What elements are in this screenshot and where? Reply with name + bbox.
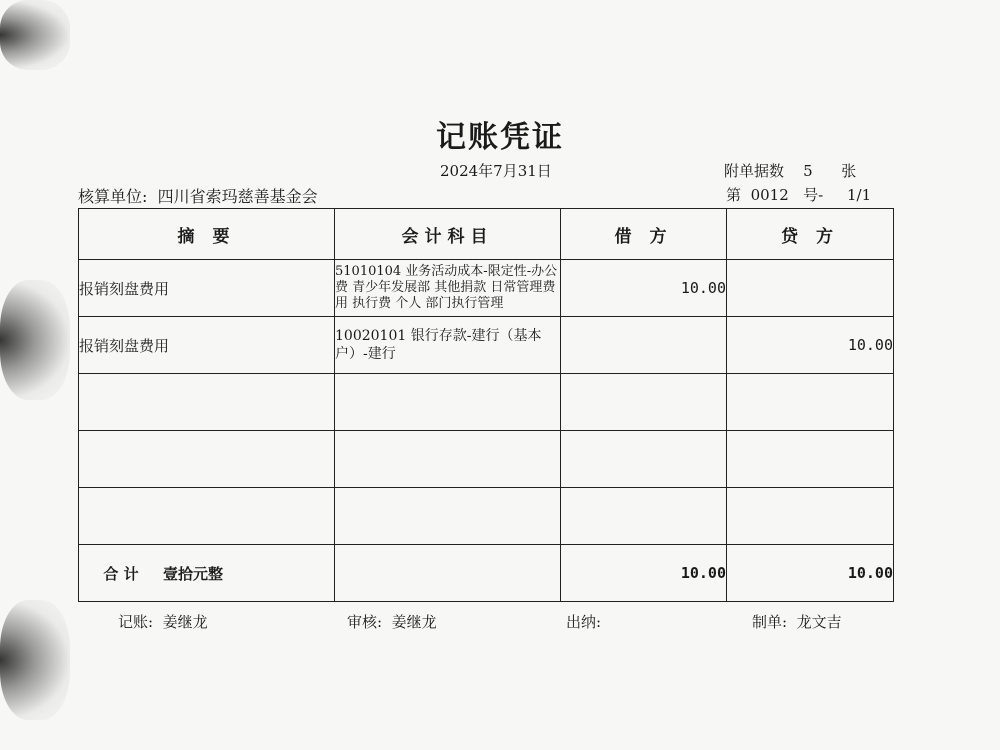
row-account bbox=[335, 488, 561, 545]
row-debit bbox=[561, 488, 727, 545]
bookkeeper-signature bbox=[118, 611, 208, 632]
auditor-label: 审核: bbox=[347, 613, 383, 631]
total-summary-cell bbox=[79, 545, 335, 602]
attachments-unit: 张 bbox=[841, 162, 857, 180]
row-account: 10020101 银行存款-建行（基本户）-建行 bbox=[335, 317, 561, 374]
scan-shadow-bottom bbox=[0, 600, 70, 720]
row-credit bbox=[727, 431, 894, 488]
total-account-cell bbox=[335, 545, 561, 602]
table-row bbox=[79, 260, 894, 317]
row-credit bbox=[727, 374, 894, 431]
cashier-signature bbox=[566, 611, 611, 632]
row-account: 51010104 业务活动成本-限定性-办公费 青少年发展部 其他捐款 日常管理费用 执行费 个人 部门执行管理 bbox=[335, 260, 561, 317]
row-debit: 10.00 bbox=[561, 260, 727, 317]
scan-shadow-middle bbox=[0, 280, 70, 400]
attachments-info bbox=[724, 160, 856, 181]
total-label: 合 计 bbox=[103, 564, 139, 583]
row-debit bbox=[561, 374, 727, 431]
preparer-name: 龙文吉 bbox=[796, 613, 842, 631]
unit-name: 四川省索玛慈善基金会 bbox=[157, 187, 318, 206]
row-credit bbox=[727, 488, 894, 545]
row-summary bbox=[79, 374, 335, 431]
table-header-row bbox=[79, 209, 894, 260]
row-account bbox=[335, 431, 561, 488]
table-row bbox=[79, 317, 894, 374]
total-debit: 10.00 bbox=[561, 545, 727, 602]
preparer-label: 制单: bbox=[752, 613, 788, 631]
bookkeeper-name: 姜继龙 bbox=[162, 613, 208, 631]
auditor-signature bbox=[347, 611, 437, 632]
auditor-name: 姜继龙 bbox=[391, 613, 437, 631]
header-summary: 摘 要 bbox=[79, 209, 335, 260]
attachments-label: 附单据数 bbox=[724, 162, 785, 180]
bookkeeper-label: 记账: bbox=[118, 613, 154, 631]
cashier-label: 出纳: bbox=[566, 613, 602, 631]
row-credit: 10.00 bbox=[727, 317, 894, 374]
voucher-title: 记账凭证 bbox=[436, 120, 564, 155]
table-row bbox=[79, 374, 894, 431]
total-row bbox=[79, 545, 894, 602]
row-summary: 报销刻盘费用 bbox=[79, 317, 335, 374]
header-account: 会计科目 bbox=[335, 209, 561, 260]
voucher-table bbox=[78, 208, 894, 602]
table-row bbox=[79, 488, 894, 545]
row-debit bbox=[561, 431, 727, 488]
row-summary bbox=[79, 431, 335, 488]
total-amount-words: 壹拾元整 bbox=[163, 564, 224, 583]
scan-shadow-top bbox=[0, 0, 70, 70]
row-account bbox=[335, 374, 561, 431]
attachments-count: 5 bbox=[803, 162, 813, 180]
row-credit bbox=[727, 260, 894, 317]
total-credit: 10.00 bbox=[727, 545, 894, 602]
accounting-unit bbox=[78, 184, 318, 207]
row-summary: 报销刻盘费用 bbox=[79, 260, 335, 317]
header-credit: 贷 方 bbox=[727, 209, 894, 260]
row-summary bbox=[79, 488, 335, 545]
row-debit bbox=[561, 317, 727, 374]
page-indicator: 1/1 bbox=[846, 186, 872, 204]
preparer-signature bbox=[752, 611, 842, 632]
voucher-number bbox=[726, 184, 871, 205]
voucher-date: 2024年7月31日 bbox=[440, 162, 552, 180]
number-prefix: 第 bbox=[726, 186, 742, 204]
header-debit: 借 方 bbox=[561, 209, 727, 260]
table-row bbox=[79, 431, 894, 488]
number-suffix: 号- bbox=[803, 186, 824, 204]
unit-label: 核算单位: bbox=[78, 187, 148, 206]
number-value: 0012 bbox=[750, 186, 789, 204]
